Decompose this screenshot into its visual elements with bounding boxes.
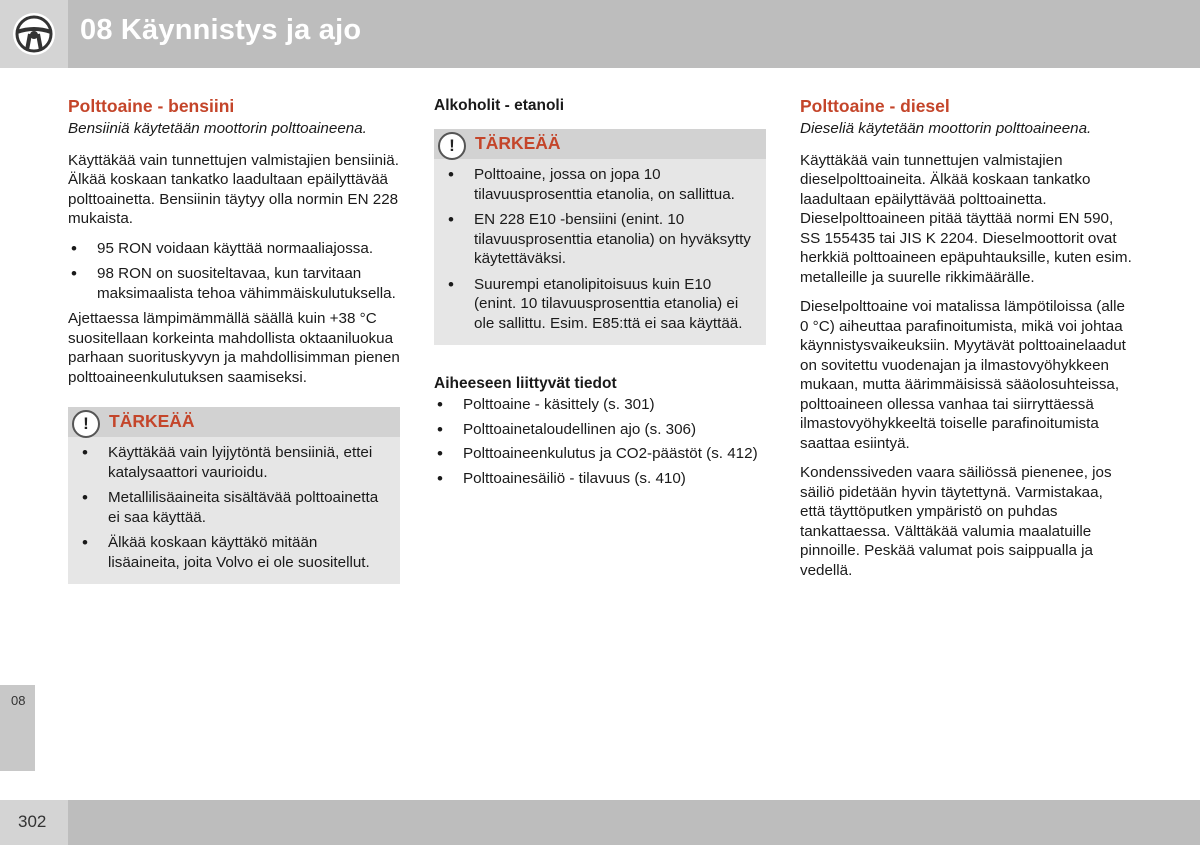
important-header bbox=[434, 129, 766, 159]
important-list bbox=[68, 437, 400, 572]
important-list bbox=[434, 159, 766, 333]
important-header bbox=[68, 407, 400, 437]
related-link[interactable]: • Polttoaineenkulutus ja CO2-päästöt (s. 412) bbox=[434, 444, 766, 464]
related-link[interactable]: • Polttoainesäiliö - tilavuus (s. 410) bbox=[434, 469, 766, 489]
petrol-subtitle: Bensiiniä käytetään moottorin polttoaineena. bbox=[68, 120, 367, 137]
diesel-subtitle: Dieseliä käytetään moottorin polttoaineena. bbox=[800, 120, 1092, 137]
diesel-paragraph-3: Kondenssiveden vaara säiliössä pienenee, jos säiliö pidetään hyvin täytettynä. Varmistakaa, että täyttöputken ympäristö on puhdas tankattaessa. Välttäkää valumia maalatuille pinnoille. Peskää valumat pois saippualla ja vedellä. bbox=[800, 464, 1112, 579]
list-item: • Älkää koskaan käyttäkö mitään lisäaineita, joita Volvo ei ole suositellut. bbox=[80, 533, 388, 572]
footer-left-box bbox=[0, 800, 68, 845]
steering-wheel-icon bbox=[0, 0, 68, 68]
related-heading: Aiheeseen liittyvät tiedot bbox=[434, 375, 617, 392]
list-item: • EN 228 E10 -bensiini (enint. 10 tilavuusprosenttia etanolia) on hyväksytty käytettäväksi. bbox=[446, 210, 754, 269]
warning-icon: ! bbox=[438, 132, 466, 160]
important-title: TÄRKEÄÄ bbox=[109, 411, 195, 431]
related-links-list bbox=[434, 395, 766, 488]
chapter-side-tab bbox=[0, 685, 35, 771]
footer-bar bbox=[0, 800, 1200, 845]
list-item: • Suurempi etanolipitoisuus kuin E10 (enint. 10 tilavuusprosenttia etanolia) ei ole sallittu. Esim. E85:ttä ei saa käyttää. bbox=[446, 275, 754, 334]
important-title: TÄRKEÄÄ bbox=[475, 133, 561, 153]
list-item: • 95 RON voidaan käyttää normaaliajossa. bbox=[68, 239, 400, 259]
warning-icon: ! bbox=[72, 410, 100, 438]
diesel-paragraph-2: Dieselpolttoaine voi matalissa lämpötiloissa (alle 0 °C) aiheuttaa parafinoitumista, mikä voi johtaa käynnistysvaikeuksiin. Myytävät polttoainelaadut on sovitettu vuodenajan ja ilmastovyöhykkeen mukaan, mutta äärimmäisissä sääolosuhteissa, polttoaineen ollessa vanhaa tai siirryttäessä ilmastovyöhykkeeltä toiselle parafinoitumista saattaa esiintyä. bbox=[800, 298, 1126, 452]
diesel-heading: Polttoaine - diesel bbox=[800, 96, 950, 116]
chapter-title: 08 Käynnistys ja ajo bbox=[80, 14, 362, 46]
petrol-important-box bbox=[68, 407, 400, 584]
header-bar bbox=[0, 0, 1200, 68]
related-link[interactable]: • Polttoaine - käsittely (s. 301) bbox=[434, 395, 766, 415]
list-item: • Käyttäkää vain lyijytöntä bensiiniä, ettei katalysaattori vaurioidu. bbox=[80, 443, 388, 482]
diesel-column bbox=[800, 95, 1132, 590]
page-number: 302 bbox=[18, 812, 47, 831]
related-link[interactable]: • Polttoainetaloudellinen ajo (s. 306) bbox=[434, 420, 766, 440]
petrol-bullet-list bbox=[68, 239, 400, 304]
list-item: • Polttoaine, jossa on jopa 10 tilavuusprosenttia etanolia, on sallittua. bbox=[446, 165, 754, 204]
list-item: • 98 RON on suositeltavaa, kun tarvitaan maksimaalista tehoa vähimmäiskulutuksella. bbox=[68, 264, 400, 303]
chapter-tab-label: 08 bbox=[11, 693, 26, 708]
header-icon-box bbox=[0, 0, 68, 68]
petrol-intro: Käyttäkää vain tunnettujen valmistajien bensiiniä. Älkää koskaan tankatko laadultaan epäilyttävää polttoainetta. Bensiinin täytyy olla normin EN 228 mukaista. bbox=[68, 151, 399, 227]
alcohols-column bbox=[434, 95, 766, 494]
petrol-hot-weather-text: Ajettaessa lämpimämmällä säällä kuin +38 °C suositellaan korkeinta mahdollista oktaaniluokua parhaan suorituskyvyn ja mahdollisimman pienen polttoaineenkulutuksen saamiseksi. bbox=[68, 310, 400, 386]
alcohols-heading: Alkoholit - etanoli bbox=[434, 97, 565, 114]
related-info-section bbox=[434, 373, 766, 488]
petrol-column bbox=[68, 95, 400, 584]
diesel-paragraph-1: Käyttäkää vain tunnettujen valmistajien dieselpolttoaineita. Älkää koskaan tankatko laadultaan epäilyttävää polttoainetta. Dieselpolttoaineen pitää täyttää normi EN 590, SS 155435 tai JIS K 2204. Dieselmoottorit ovat herkkiä polttoaineen epäpuhtauksille, kuten esim. metalleille ja suurelle rikkimäärälle. bbox=[800, 151, 1132, 286]
alcohols-important-box bbox=[434, 129, 766, 345]
petrol-heading: Polttoaine - bensiini bbox=[68, 96, 235, 116]
list-item: • Metallilisäaineita sisältävää polttoainetta ei saa käyttää. bbox=[80, 488, 388, 527]
